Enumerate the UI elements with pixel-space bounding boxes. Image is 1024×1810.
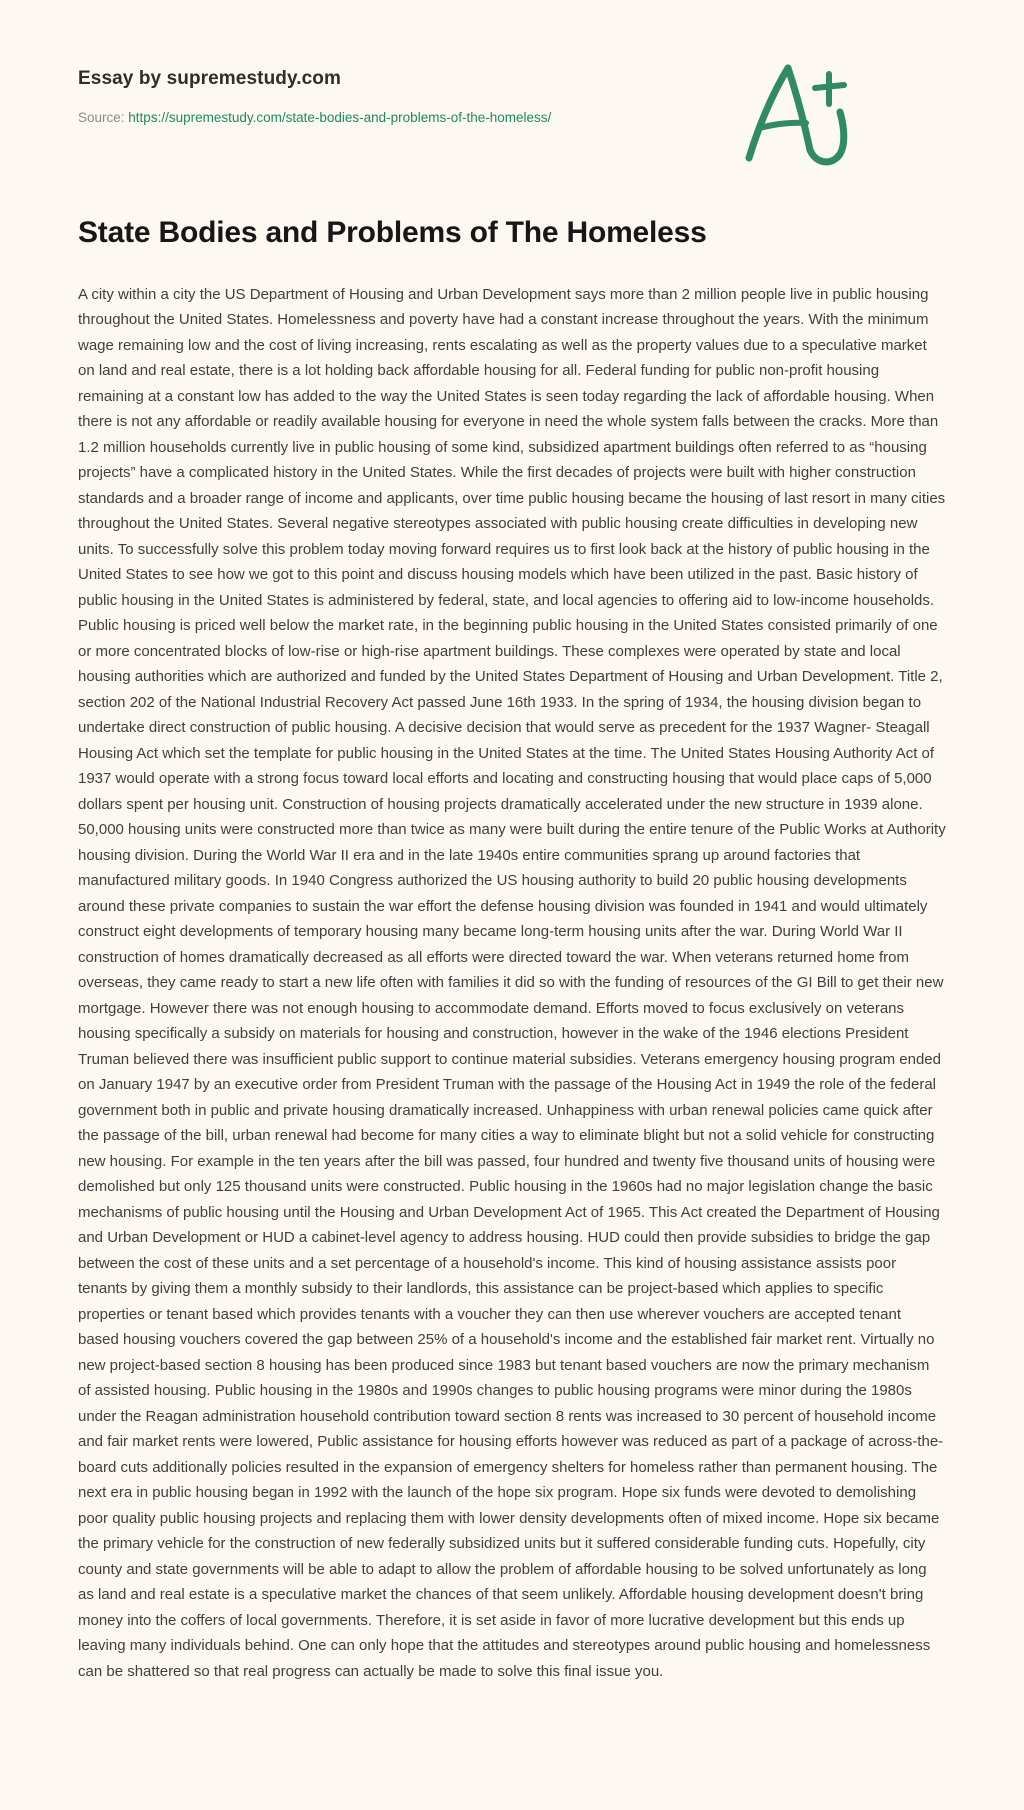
a-plus-logo-icon (736, 50, 854, 170)
essay-paragraph: A city within a city the US Department of Housing and Urban Development says more than 2 million people live in public housing throughout the United States. Homelessness and poverty have had a constant increase throughout the years. With the minimum wage remaining low and the cost of living increasing, rents escalating as well as the property values due to a speculative market on land and real estate, there is a lot holding back affordable housing for all. Federal funding for public non-profit housing remaining at a constant low has added to the way the United States is seen today regarding the lack of affordable housing. When there is not any affordable or readily available housing for everyone in need the whole system falls between the cracks. More than 1.2 million households currently live in public housing of some kind, subsidized apartment buildings often referred to as “housing projects” have a complicated history in the United States. While the first decades of projects were built with higher construction standards and a broader range of income and applicants, over time public housing became the housing of last resort in many cities throughout the United States. Several negative stereotypes associated with public housing create difficulties in developing new units. To successfully solve this problem today moving forward requires us to first look back at the history of public housing in the United States to see how we got to this point and discuss housing models which have been utilized in the past. Basic history of public housing in the United States is administered by federal, state, and local agencies to offering aid to low-income households. Public housing is priced well below the market rate, in the beginning public housing in the United States consisted primarily of one or more concentrated blocks of low-rise or high-rise apartment buildings. These complexes were operated by state and local housing authorities which are authorized and funded by the United States Department of Housing and Urban Development. Title 2, section 202 of the National Industrial Recovery Act passed June 16th 1933. In the spring of 1934, the housing division began to undertake direct construction of public housing. A decisive decision that would serve as precedent for the 1937 Wagner- Steagall Housing Act which set the template for public housing in the United States at the time. The United States Housing Authority Act of 1937 would operate with a strong focus toward local efforts and locating and constructing housing that would place caps of 5,000 dollars spent per housing unit. Construction of housing projects dramatically accelerated under the new structure in 1939 alone. 50,000 housing units were constructed more than twice as many were built during the entire tenure of the Public Works at Authority housing division. During the World War II era and in the late 1940s entire communities sprang up around factories that manufactured military goods. In 1940 Congress authorized the US housing authority to build 20 public housing developments around these private companies to sustain the war effort the defense housing division was founded in 1941 and would ultimately construct eight developments of temporary housing many became long-term housing units after the war. During World War II construction of homes dramatically decreased as all efforts were directed toward the war. When veterans returned home from overseas, they came ready to start a new life often with families it did so with the funding of resources of the GI Bill to get their new mortgage. However there was not enough housing to accommodate demand. Efforts moved to focus exclusively on veterans housing specifically a subsidy on materials for housing and construction, however in the wake of the 1946 elections President Truman believed there was insufficient public support to continue material subsidies. Veterans emergency housing program ended on January 1947 by an executive order from President Truman with the passage of the Housing Act in 1949 the role of the federal government both in public and private housing dramatically increased. Unhappiness with urban renewal policies came quick after the passage of the bill, urban renewal had become for many cities a way to eliminate blight but not a solid vehicle for constructing new housing. For example in the ten years after the bill was passed, four hundred and twenty five thousand units of housing were demolished but only 125 thousand units were constructed. Public housing in the 1960s had no major legislation change the basic mechanisms of public housing until the Housing and Urban Development Act of 1965. This Act created the Department of Housing and Urban Development or HUD a cabinet-level agency to address housing. HUD could then provide subsidies to bridge the gap between the cost of these units and a set percentage of a household's income. This kind of housing assistance assists poor tenants by giving them a monthly subsidy to their landlords, this assistance can be project-based which applies to specific properties or tenant based which provides tenants with a voucher they can then use wherever vouchers are accepted tenant based housing vouchers covered the gap between 25% of a household's income and the established fair market rent. Virtually no new project-based section 8 housing has been produced since 1983 but tenant based vouchers are now the primary mechanism of assisted housing. Public housing in the 1980s and 1990s changes to public housing programs were minor during the 1980s under the Reagan administration household contribution toward section 8 rents was increased to 30 percent of household income and fair market rents were lowered, Public assistance for housing efforts however was reduced as part of a package of across-the-board cuts additionally policies resulted in the expansion of emergency shelters for homeless rather than permanent housing. The next era in public housing began in 1992 with the launch of the hope six program. Hope six funds were devoted to demolishing poor quality public housing projects and replacing them with lower density developments often of mixed income. Hope six became the primary vehicle for the construction of new federally subsidized units but it suffered considerable funding cuts. Hopefully, city county and state governments will be able to adapt to allow the problem of affordable housing to be solved unfortunately as long as land and real estate is a speculative market the chances of that seem unlikely. Affordable housing development doesn't bring money into the coffers of local governments. Therefore, it is set aside in favor of more lucrative development but this ends up leaving many individuals behind. One can only hope that the attitudes and stereotypes around public housing and homelessness can be shattered so that real progress can actually be made to solve this final issue you. (78, 285, 946, 1680)
page-title: State Bodies and Problems of The Homeless (78, 216, 707, 250)
page-header (78, 0, 946, 126)
source-url-link[interactable]: https://supremestudy.com/state-bodies-and-problems-of-the-homeless/ (128, 109, 552, 125)
essay-body (78, 252, 946, 1685)
brand-title: Essay by supremestudy.com (78, 68, 341, 89)
source-label: Source: (78, 109, 125, 125)
